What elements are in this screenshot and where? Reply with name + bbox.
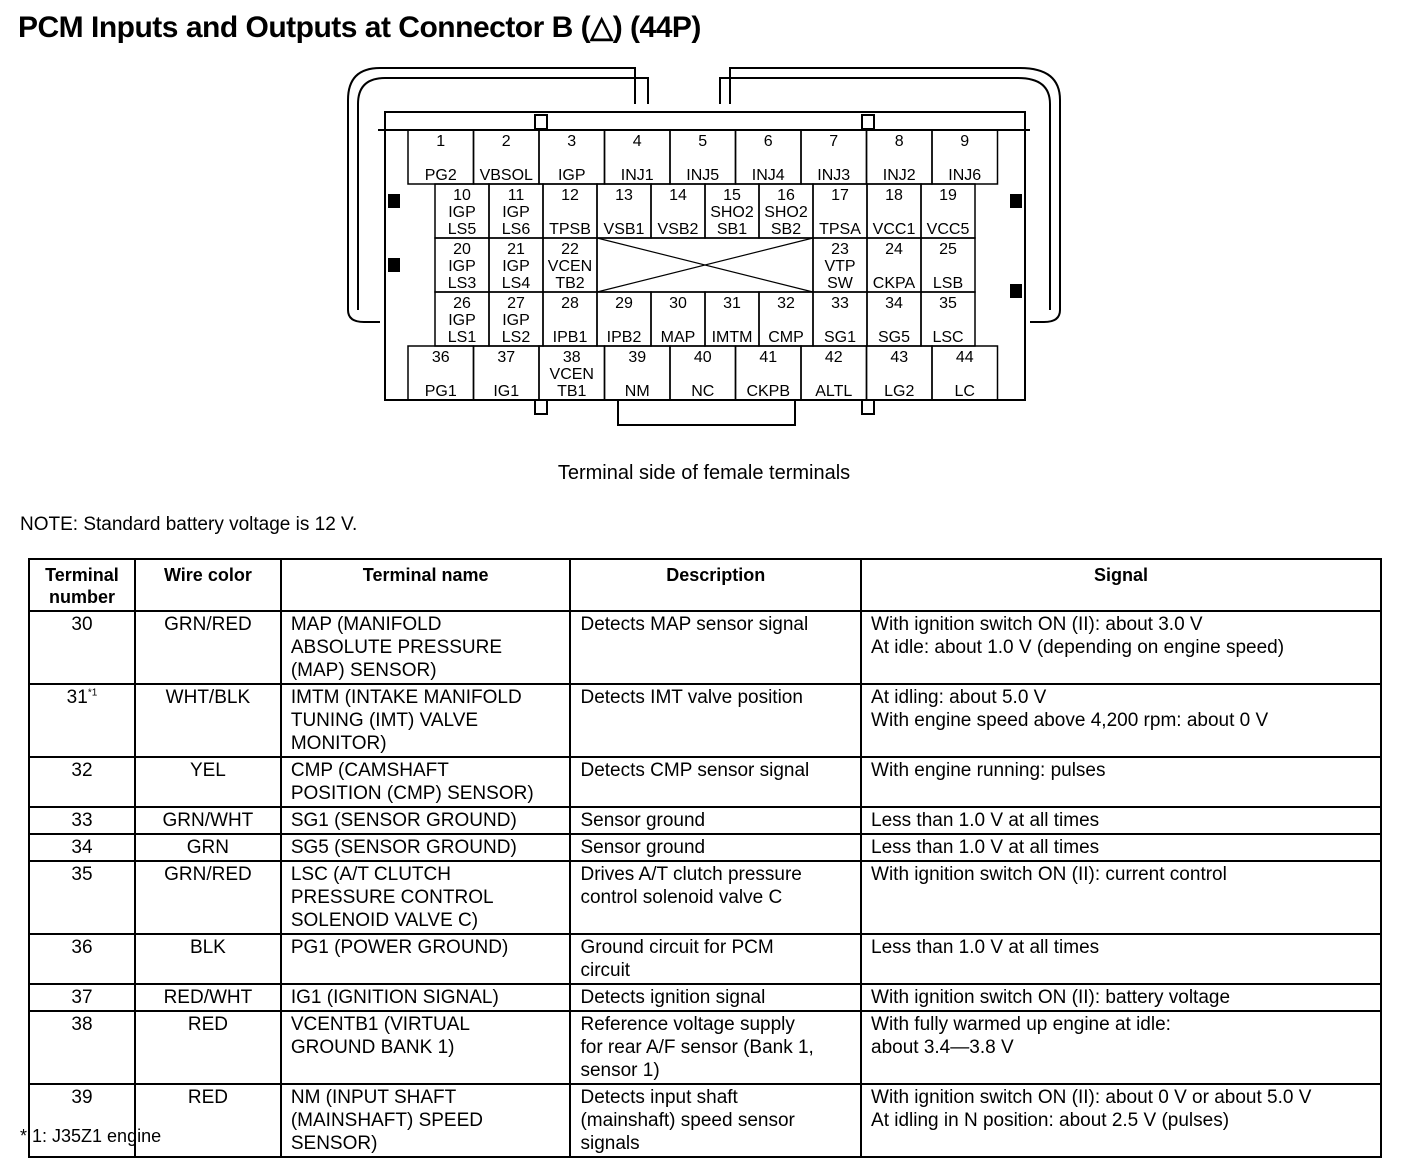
table-row bbox=[29, 934, 1381, 984]
terminal-pin-label: LG2 bbox=[884, 383, 915, 400]
terminal-name-line: (MAP) SENSOR) bbox=[290, 660, 437, 681]
terminal-pin-label: VCEN bbox=[547, 258, 593, 275]
terminal-pin-label: SG5 bbox=[877, 329, 911, 346]
terminal-name bbox=[281, 834, 571, 861]
description bbox=[570, 934, 861, 984]
terminal-pin-number: 13 bbox=[615, 187, 633, 204]
terminal-number: 31$^{*1}$ bbox=[29, 684, 135, 757]
wire-color: GRN/RED bbox=[135, 861, 281, 934]
description bbox=[570, 1011, 861, 1084]
terminal-name-line: NM (INPUT SHAFT bbox=[290, 1087, 457, 1108]
description-line: circuit bbox=[580, 960, 631, 981]
terminal-number: 39 bbox=[29, 1084, 135, 1157]
description bbox=[570, 684, 861, 757]
table-row bbox=[29, 807, 1381, 834]
wire-color: YEL bbox=[135, 757, 281, 807]
terminal-name-line: POSITION (CMP) SENSOR) bbox=[290, 783, 534, 804]
wire-color: RED bbox=[135, 1011, 281, 1084]
terminal-number: 37 bbox=[29, 984, 135, 1011]
description-line: Sensor ground bbox=[580, 810, 706, 831]
terminal-pin-label: VCC1 bbox=[872, 221, 916, 238]
terminal-pin-number: 33 bbox=[831, 295, 849, 312]
terminal-pin-number: 34 bbox=[885, 295, 903, 312]
terminal-pin-number: 4 bbox=[632, 133, 642, 150]
terminal-pin-label: LS2 bbox=[501, 329, 531, 346]
terminal-name-line: SG5 (SENSOR GROUND) bbox=[290, 837, 517, 858]
diagram-caption: Terminal side of female terminals bbox=[557, 462, 851, 484]
wire-color: GRN/WHT bbox=[135, 807, 281, 834]
terminal-pin-number: 18 bbox=[885, 187, 903, 204]
terminal-pin-number: 19 bbox=[939, 187, 957, 204]
terminal-name-line: SENSOR) bbox=[290, 1133, 378, 1154]
description-line: sensor 1) bbox=[580, 1060, 660, 1081]
terminal-pin-number: 16 bbox=[777, 187, 795, 204]
terminal-pin-number: 9 bbox=[960, 133, 970, 150]
footnote-ref: *1 bbox=[87, 687, 98, 699]
terminal-pin-label: TB2 bbox=[555, 275, 585, 292]
terminal-name-line: TUNING (IMT) VALVE bbox=[290, 710, 479, 731]
terminal-pin-number: 14 bbox=[669, 187, 687, 204]
terminal-pin-label: PG2 bbox=[424, 167, 457, 184]
terminal-name-line: MONITOR) bbox=[290, 733, 387, 754]
terminal-pin-number: 10 bbox=[453, 187, 471, 204]
terminal-pin-number: 36 bbox=[431, 349, 450, 366]
description-line: Detects input shaft bbox=[580, 1087, 738, 1108]
signal-line: With engine speed above 4,200 rpm: about 0 V bbox=[871, 710, 1269, 731]
signal bbox=[861, 684, 1381, 757]
terminal-pin-number: 17 bbox=[831, 187, 849, 204]
header-signal: Signal bbox=[861, 559, 1381, 611]
terminal-pin-label: CMP bbox=[768, 329, 804, 346]
terminal-pin-label: CKPA bbox=[872, 275, 916, 292]
terminal-pin-label: NC bbox=[691, 383, 715, 400]
terminal-number: 34 bbox=[29, 834, 135, 861]
description-line: (mainshaft) speed sensor bbox=[580, 1110, 795, 1131]
terminal-pin-label: INJ2 bbox=[882, 167, 916, 184]
table-row bbox=[29, 984, 1381, 1011]
terminal-pin-number: 2 bbox=[501, 133, 511, 150]
terminal-pin-label: VSB1 bbox=[603, 221, 645, 238]
terminal-name bbox=[281, 684, 571, 757]
terminal-pin-number: 15 bbox=[723, 187, 741, 204]
terminal-pin-number: 21 bbox=[507, 241, 525, 258]
description bbox=[570, 807, 861, 834]
description-line: Detects IMT valve position bbox=[580, 687, 803, 708]
terminal-pin-label: TB1 bbox=[557, 383, 587, 400]
terminal-pin-label: ALTL bbox=[815, 383, 853, 400]
description-line: for rear A/F sensor (Bank 1, bbox=[580, 1037, 814, 1058]
signal-line: Less than 1.0 V at all times bbox=[871, 837, 1100, 858]
description bbox=[570, 984, 861, 1011]
signal bbox=[861, 807, 1381, 834]
description-line: Detects CMP sensor signal bbox=[580, 760, 810, 781]
terminal-pin-label: IPB1 bbox=[552, 329, 588, 346]
terminal-pin-label: SW bbox=[827, 275, 853, 292]
terminal-pin-number: 30 bbox=[669, 295, 687, 312]
terminal-pin-number: 41 bbox=[759, 349, 778, 366]
terminal-name-line: VCENTB1 (VIRTUAL bbox=[290, 1014, 470, 1035]
terminal-pin-number: 43 bbox=[890, 349, 909, 366]
terminal-pin-label: IPB2 bbox=[606, 329, 642, 346]
terminal-pin-label: IGP bbox=[448, 204, 476, 221]
terminal-pin-label: INJ6 bbox=[948, 167, 982, 184]
header-wire: Wire color bbox=[135, 559, 281, 611]
wire-color: RED bbox=[135, 1084, 281, 1157]
description bbox=[570, 834, 861, 861]
terminal-grid bbox=[408, 130, 998, 400]
table-row bbox=[29, 861, 1381, 934]
terminal-pin-label: SG1 bbox=[823, 329, 857, 346]
terminal-pin-label: TPSA bbox=[819, 221, 861, 238]
table-row bbox=[29, 834, 1381, 861]
table-row bbox=[29, 1084, 1381, 1157]
description-line: Detects MAP sensor signal bbox=[580, 614, 809, 635]
terminal-pin-number: 37 bbox=[497, 349, 516, 366]
terminal-pin-label: SHO2 bbox=[710, 204, 754, 221]
signal-line: With ignition switch ON (II): current control bbox=[871, 864, 1227, 885]
terminal-pin-number: 35 bbox=[939, 295, 957, 312]
triangle-icon: △ bbox=[590, 11, 613, 44]
signal bbox=[861, 757, 1381, 807]
signal-line: Less than 1.0 V at all times bbox=[871, 937, 1100, 958]
footnote: * 1: J35Z1 engine bbox=[20, 1126, 162, 1146]
table-header bbox=[29, 559, 1381, 611]
signal-line: At idling in N position: about 2.5 V (pulses) bbox=[871, 1110, 1230, 1131]
terminal-table bbox=[28, 558, 1382, 1158]
signal-line: With fully warmed up engine at idle: bbox=[871, 1014, 1171, 1035]
terminal-pin-number: 7 bbox=[829, 133, 839, 150]
description-line: Reference voltage supply bbox=[580, 1014, 795, 1035]
terminal-pin-number: 24 bbox=[885, 241, 903, 258]
terminal-pin-number: 44 bbox=[955, 349, 974, 366]
header-terminal: Terminal number bbox=[29, 559, 135, 611]
terminal-pin-label: INJ5 bbox=[686, 167, 720, 184]
signal-line: With ignition switch ON (II): about 3.0 V bbox=[871, 614, 1203, 635]
wire-color: BLK bbox=[135, 934, 281, 984]
terminal-pin-number: 12 bbox=[561, 187, 579, 204]
terminal-pin-label: SHO2 bbox=[764, 204, 808, 221]
signal bbox=[861, 1084, 1381, 1157]
connector-diagram bbox=[330, 60, 1070, 440]
wire-color: RED/WHT bbox=[135, 984, 281, 1011]
signal bbox=[861, 834, 1381, 861]
terminal-number: 30 bbox=[29, 611, 135, 684]
signal-line: At idle: about 1.0 V (depending on engine speed) bbox=[871, 637, 1285, 658]
terminal-pin-number: 25 bbox=[939, 241, 957, 258]
terminal-pin-number: 42 bbox=[824, 349, 843, 366]
terminal-pin-label: LSC bbox=[932, 329, 964, 346]
terminal-pin-label: VBSOL bbox=[479, 167, 533, 184]
terminal-pin-label: IGP bbox=[502, 204, 530, 221]
terminal-pin-label: LS6 bbox=[501, 221, 531, 238]
terminal-pin-number: 26 bbox=[453, 295, 471, 312]
terminal-name bbox=[281, 807, 571, 834]
terminal-pin-label: IGP bbox=[448, 258, 476, 275]
terminal-pin-number: 20 bbox=[453, 241, 471, 258]
terminal-pin-label: LS1 bbox=[447, 329, 477, 346]
terminal-pin-label: LS3 bbox=[447, 275, 477, 292]
description bbox=[570, 861, 861, 934]
terminal-pin-number: 31 bbox=[723, 295, 741, 312]
description-line: control solenoid valve C bbox=[580, 887, 783, 908]
terminal-pin-label: INJ3 bbox=[817, 167, 851, 184]
table-row bbox=[29, 684, 1381, 757]
terminal-pin-label: PG1 bbox=[424, 383, 457, 400]
terminal-name bbox=[281, 1084, 571, 1157]
signal bbox=[861, 934, 1381, 984]
terminal-number: 33 bbox=[29, 807, 135, 834]
terminal-number: 38 bbox=[29, 1011, 135, 1084]
terminal-pin-label: CKPB bbox=[746, 383, 791, 400]
terminal-pin-number: 28 bbox=[561, 295, 579, 312]
terminal-name bbox=[281, 611, 571, 684]
terminal-pin-label: TPSB bbox=[549, 221, 591, 238]
terminal-name bbox=[281, 861, 571, 934]
terminal-pin-number: 38 bbox=[562, 349, 581, 366]
terminal-pin-label: LC bbox=[954, 383, 975, 400]
note: NOTE: Standard battery voltage is 12 V. bbox=[20, 514, 358, 535]
signal bbox=[861, 1011, 1381, 1084]
terminal-pin-number: 3 bbox=[567, 133, 577, 150]
terminal-pin-number: 29 bbox=[615, 295, 633, 312]
terminal-name-line: CMP (CAMSHAFT bbox=[290, 760, 449, 781]
terminal-pin-label: LSB bbox=[932, 275, 964, 292]
signal bbox=[861, 984, 1381, 1011]
terminal-pin-number: 23 bbox=[831, 241, 849, 258]
terminal-pin-number: 1 bbox=[436, 133, 446, 150]
terminal-name-line: PRESSURE CONTROL bbox=[290, 887, 494, 908]
wire-color: GRN bbox=[135, 834, 281, 861]
terminal-pin-number: 39 bbox=[628, 349, 647, 366]
terminal-pin-number: 22 bbox=[561, 241, 579, 258]
page-title: PCM Inputs and Outputs at Connector B (△) (44P) bbox=[18, 11, 701, 44]
terminal-pin-label: MAP bbox=[660, 329, 696, 346]
terminal-name-line: ABSOLUTE PRESSURE bbox=[290, 637, 503, 658]
terminal-name-line: IMTM (INTAKE MANIFOLD bbox=[290, 687, 522, 708]
signal-line: about 3.4—3.8 V bbox=[871, 1037, 1014, 1058]
terminal-pin-number: 5 bbox=[698, 133, 708, 150]
wire-color: GRN/RED bbox=[135, 611, 281, 684]
wire-color: WHT/BLK bbox=[135, 684, 281, 757]
terminal-name bbox=[281, 757, 571, 807]
terminal-name-line: SOLENOID VALVE C) bbox=[290, 910, 479, 931]
table-row bbox=[29, 1011, 1381, 1084]
description bbox=[570, 611, 861, 684]
signal-line: With engine running: pulses bbox=[871, 760, 1106, 781]
terminal-number: 36 bbox=[29, 934, 135, 984]
terminal-pin-label: IMTM bbox=[711, 329, 753, 346]
description-line: signals bbox=[580, 1133, 640, 1154]
terminal-pin-label: IGP bbox=[557, 167, 586, 184]
terminal-name-line: IG1 (IGNITION SIGNAL) bbox=[290, 987, 499, 1008]
terminal-pin-label: INJ4 bbox=[751, 167, 785, 184]
terminal-pin-number: 6 bbox=[763, 133, 773, 150]
terminal-pin-label: IG1 bbox=[493, 383, 520, 400]
terminal-pin-number: 40 bbox=[693, 349, 712, 366]
terminal-pin-label: SB2 bbox=[770, 221, 802, 238]
terminal-pin-label: INJ1 bbox=[620, 167, 654, 184]
terminal-number: 32 bbox=[29, 757, 135, 807]
terminal-pin-label: VCEN bbox=[549, 366, 594, 383]
header-desc: Description bbox=[570, 559, 861, 611]
terminal-pin-number: 8 bbox=[894, 133, 904, 150]
terminal-pin-label: VTP bbox=[824, 258, 856, 275]
terminal-name-line: GROUND BANK 1) bbox=[290, 1037, 455, 1058]
terminal-pin-number: 11 bbox=[507, 187, 525, 204]
terminal-name-line: PG1 (POWER GROUND) bbox=[290, 937, 509, 958]
terminal-pin-label: IGP bbox=[502, 312, 530, 329]
signal-line: Less than 1.0 V at all times bbox=[871, 810, 1100, 831]
description-line: Drives A/T clutch pressure bbox=[580, 864, 802, 885]
terminal-pin-label: IGP bbox=[502, 258, 530, 275]
description bbox=[570, 1084, 861, 1157]
terminal-name-line: (MAINSHAFT) SPEED bbox=[290, 1110, 483, 1131]
terminal-name bbox=[281, 934, 571, 984]
table-row bbox=[29, 757, 1381, 807]
terminal-name bbox=[281, 1011, 571, 1084]
terminal-pin-label: VSB2 bbox=[657, 221, 699, 238]
signal-line: With ignition switch ON (II): battery voltage bbox=[871, 987, 1231, 1008]
header-name: Terminal name bbox=[281, 559, 571, 611]
terminal-name-line: MAP (MANIFOLD bbox=[290, 614, 442, 635]
terminal-pin-label: VCC5 bbox=[926, 221, 970, 238]
table-row bbox=[29, 611, 1381, 684]
terminal-pin-number: 27 bbox=[507, 295, 525, 312]
terminal-name bbox=[281, 984, 571, 1011]
terminal-number: 35 bbox=[29, 861, 135, 934]
description bbox=[570, 757, 861, 807]
signal-line: With ignition switch ON (II): about 0 V or about 5.0 V bbox=[871, 1087, 1312, 1108]
terminal-pin-label: IGP bbox=[448, 312, 476, 329]
description-line: Sensor ground bbox=[580, 837, 706, 858]
terminal-pin-label: SB1 bbox=[716, 221, 748, 238]
terminal-pin-label: LS4 bbox=[501, 275, 531, 292]
signal-line: At idling: about 5.0 V bbox=[871, 687, 1047, 708]
terminal-pin-label: NM bbox=[624, 383, 650, 400]
terminal-name-line: SG1 (SENSOR GROUND) bbox=[290, 810, 517, 831]
terminal-pin-label: LS5 bbox=[447, 221, 477, 238]
signal bbox=[861, 861, 1381, 934]
terminal-pin-number: 32 bbox=[777, 295, 795, 312]
description-line: Ground circuit for PCM bbox=[580, 937, 774, 958]
terminal-name-line: LSC (A/T CLUTCH bbox=[290, 864, 451, 885]
signal bbox=[861, 611, 1381, 684]
description-line: Detects ignition signal bbox=[580, 987, 766, 1008]
